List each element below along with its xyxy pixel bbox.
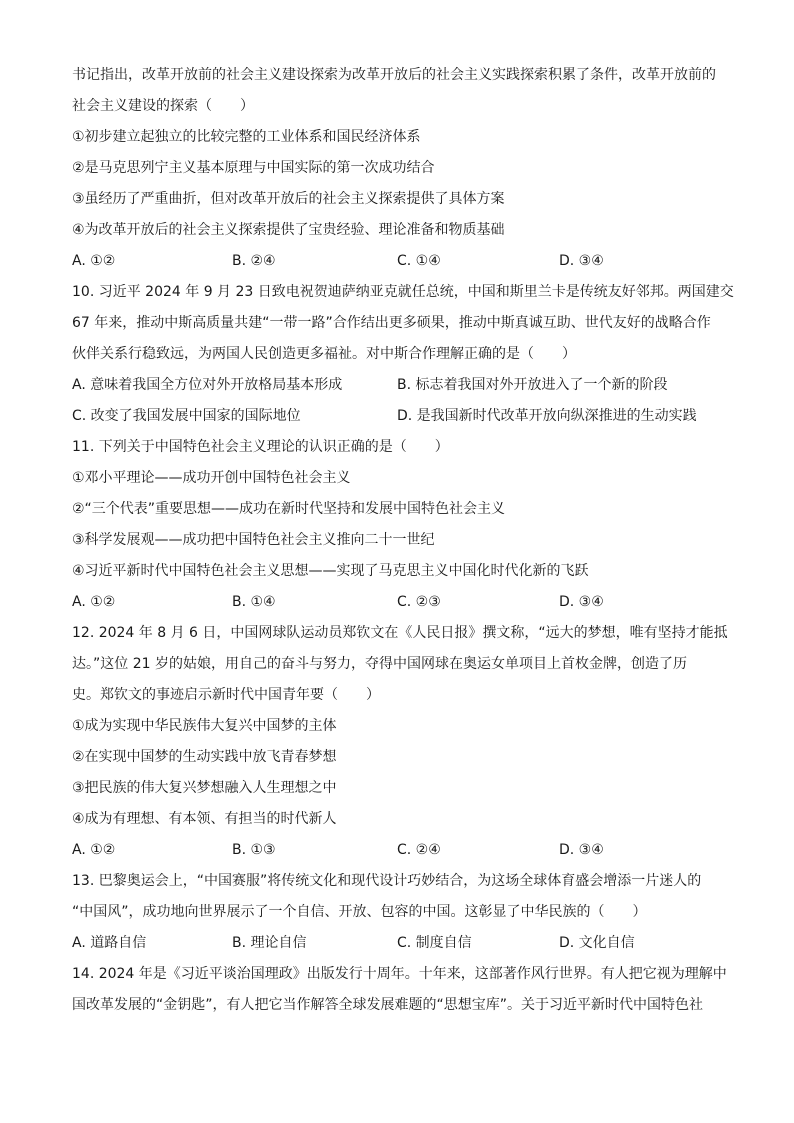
answer-options [72, 587, 722, 618]
option-b: B. 标志着我国对外开放进入了一个新的阶段 [397, 377, 668, 393]
option-d: D. ③④ [559, 842, 604, 858]
question-stem: 伙伴关系行稳致远，为两国人民创造更多福祉。对中斯合作理解正确的是（ ） [72, 346, 576, 362]
question-stem: 13. 巴黎奥运会上，“中国赛服”将传统文化和现代设计巧妙结合，为这场全球体育盛会增添一片迷人的 [72, 873, 702, 889]
question-12 [72, 618, 728, 866]
option-d: D. ③④ [559, 594, 604, 610]
answer-options [72, 835, 722, 866]
question-stem: 10. 习近平 2024 年 9 月 23 日致电祝贺迪萨纳亚克就任总统，中国和斯里兰卡是传统友好邻邦。两国建交 [72, 284, 734, 300]
option-c: C. ②③ [397, 594, 441, 610]
statement-item: ①邓小平理论——成功开创中国特色社会主义 [72, 470, 351, 486]
option-a: A. ①② [72, 594, 116, 610]
option-c: C. 制度自信 [397, 935, 472, 951]
question-stem: 书记指出，改革开放前的社会主义建设探索为改革开放后的社会主义实践探索积累了条件，改革开放前的 [72, 67, 716, 83]
question-stem: “中国风”，成功地向世界展示了一个自信、开放、包容的中国。这彰显了中华民族的（ ） [72, 904, 647, 920]
question-stem: 12. 2024 年 8 月 6 日，中国网球队运动员郑钦文在《人民日报》撰文称，“远大的梦想，唯有坚持才能抵 [72, 625, 728, 641]
option-b: B. ①④ [232, 594, 276, 610]
statement-item: ③把民族的伟大复兴梦想融入人生理想之中 [72, 780, 337, 796]
exam-page [72, 60, 734, 1021]
answer-options [72, 401, 722, 432]
statement-item: ③科学发展观——成功把中国特色社会主义推向二十一世纪 [72, 532, 435, 548]
answer-options [72, 370, 722, 401]
question-stem: 达。”这位 21 岁的姑娘，用自己的奋斗与努力，夺得中国网球在奥运女单项目上首枚金牌，创造了历 [72, 656, 687, 672]
option-c: C. 改变了我国发展中国家的国际地位 [72, 408, 301, 424]
statement-item: ②“三个代表”重要思想——成功在新时代坚持和发展中国特色社会主义 [72, 501, 506, 517]
statement-item: ②在实现中国梦的生动实践中放飞青春梦想 [72, 749, 337, 765]
option-c: C. ①④ [397, 253, 441, 269]
answer-options [72, 928, 722, 959]
option-a: A. 意味着我国全方位对外开放格局基本形成 [72, 377, 343, 393]
option-a: A. 道路自信 [72, 935, 147, 951]
question-10 [72, 277, 734, 432]
question-11 [72, 432, 722, 618]
question-14 [72, 959, 727, 1021]
statement-item: ①成为实现中华民族伟大复兴中国梦的主体 [72, 718, 337, 734]
question-stem: 14. 2024 年是《习近平谈治国理政》出版发行十周年。十年来，这部著作风行世界。有人把它视为理解中 [72, 966, 727, 982]
statement-item: ②是马克思列宁主义基本原理与中国实际的第一次成功结合 [72, 160, 435, 176]
statement-item: ④为改革开放后的社会主义探索提供了宝贵经验、理论准备和物质基础 [72, 222, 505, 238]
option-c: C. ②④ [397, 842, 441, 858]
option-a: A. ①② [72, 842, 116, 858]
option-b: B. 理论自信 [232, 935, 307, 951]
question-13 [72, 866, 722, 959]
option-d: D. 文化自信 [559, 935, 635, 951]
question-stem: 社会主义建设的探索（ ） [72, 98, 254, 114]
answer-options [72, 246, 722, 277]
statement-item: ③虽经历了严重曲折，但对改革开放后的社会主义探索提供了具体方案 [72, 191, 505, 207]
option-a: A. ①② [72, 253, 116, 269]
question-9 [72, 60, 722, 277]
option-d: D. 是我国新时代改革开放向纵深推进的生动实践 [397, 408, 697, 424]
option-b: B. ①③ [232, 842, 276, 858]
question-stem: 67 年来，推动中斯高质量共建“一带一路”合作结出更多硕果，推动中斯真诚互助、世代友好的战略合作 [72, 315, 711, 331]
statement-item: ④成为有理想、有本领、有担当的时代新人 [72, 811, 337, 827]
option-d: D. ③④ [559, 253, 604, 269]
question-stem: 国改革发展的“金钥匙”，有人把它当作解答全球发展难题的“思想宝库”。关于习近平新时代中国特色社 [72, 997, 704, 1013]
question-stem: 11. 下列关于中国特色社会主义理论的认识正确的是（ ） [72, 439, 449, 455]
statement-item: ④习近平新时代中国特色社会主义思想——实现了马克思主义中国化时代化新的飞跃 [72, 563, 589, 579]
statement-item: ①初步建立起独立的比较完整的工业体系和国民经济体系 [72, 129, 421, 145]
question-stem: 史。郑钦文的事迹启示新时代中国青年要（ ） [72, 687, 380, 703]
option-b: B. ②④ [232, 253, 276, 269]
